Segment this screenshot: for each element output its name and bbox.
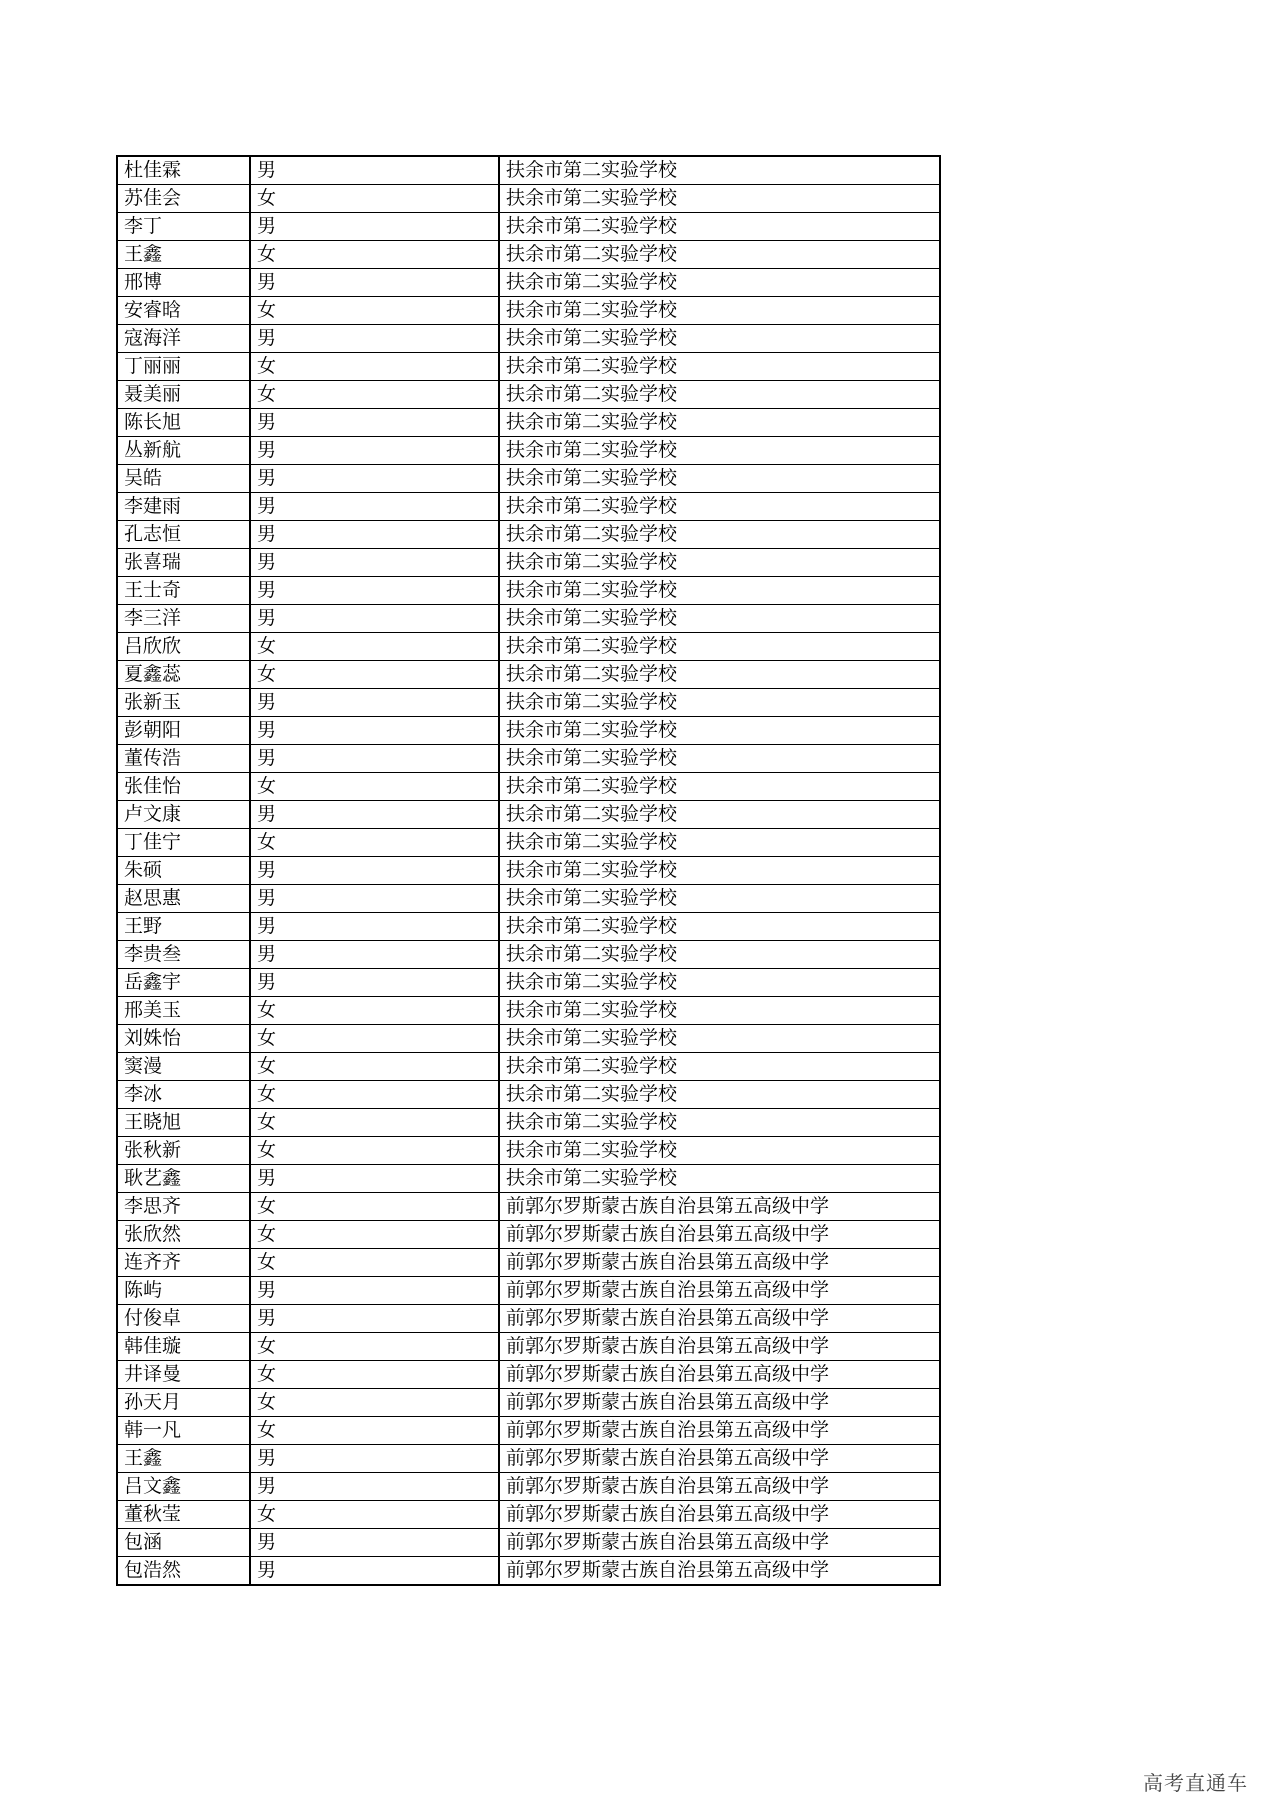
gender-cell: 男 bbox=[250, 913, 499, 941]
name-cell: 李建雨 bbox=[117, 493, 250, 521]
name-cell: 耿艺鑫 bbox=[117, 1165, 250, 1193]
school-cell: 扶余市第二实验学校 bbox=[499, 969, 940, 997]
school-cell: 扶余市第二实验学校 bbox=[499, 801, 940, 829]
school-cell: 扶余市第二实验学校 bbox=[499, 156, 940, 185]
school-cell: 扶余市第二实验学校 bbox=[499, 941, 940, 969]
name-cell: 吴皓 bbox=[117, 465, 250, 493]
school-cell: 前郭尔罗斯蒙古族自治县第五高级中学 bbox=[499, 1249, 940, 1277]
school-cell: 扶余市第二实验学校 bbox=[499, 297, 940, 325]
school-cell: 扶余市第二实验学校 bbox=[499, 717, 940, 745]
school-cell: 扶余市第二实验学校 bbox=[499, 1053, 940, 1081]
school-cell: 前郭尔罗斯蒙古族自治县第五高级中学 bbox=[499, 1417, 940, 1445]
table-row bbox=[117, 1165, 940, 1193]
table-row bbox=[117, 661, 940, 689]
table-row bbox=[117, 969, 940, 997]
school-cell: 扶余市第二实验学校 bbox=[499, 913, 940, 941]
gender-cell: 男 bbox=[250, 1165, 499, 1193]
table-row bbox=[117, 1333, 940, 1361]
table-row bbox=[117, 1529, 940, 1557]
gender-cell: 女 bbox=[250, 829, 499, 857]
table-row bbox=[117, 857, 940, 885]
gender-cell: 女 bbox=[250, 1081, 499, 1109]
table-row bbox=[117, 1109, 940, 1137]
school-cell: 扶余市第二实验学校 bbox=[499, 521, 940, 549]
school-cell: 扶余市第二实验学校 bbox=[499, 885, 940, 913]
table-row bbox=[117, 1249, 940, 1277]
gender-cell: 男 bbox=[250, 1277, 499, 1305]
gender-cell: 男 bbox=[250, 409, 499, 437]
school-cell: 前郭尔罗斯蒙古族自治县第五高级中学 bbox=[499, 1361, 940, 1389]
school-cell: 扶余市第二实验学校 bbox=[499, 269, 940, 297]
table-row bbox=[117, 913, 940, 941]
table-row bbox=[117, 1361, 940, 1389]
name-cell: 李三洋 bbox=[117, 605, 250, 633]
gender-cell: 男 bbox=[250, 437, 499, 465]
table-row bbox=[117, 941, 940, 969]
gender-cell: 男 bbox=[250, 941, 499, 969]
gender-cell: 女 bbox=[250, 1333, 499, 1361]
gender-cell: 男 bbox=[250, 1557, 499, 1586]
name-cell: 丛新航 bbox=[117, 437, 250, 465]
table-row bbox=[117, 1305, 940, 1333]
gender-cell: 女 bbox=[250, 1417, 499, 1445]
gender-cell: 男 bbox=[250, 717, 499, 745]
gender-cell: 男 bbox=[250, 213, 499, 241]
gender-cell: 男 bbox=[250, 577, 499, 605]
gender-cell: 女 bbox=[250, 1109, 499, 1137]
name-cell: 董传浩 bbox=[117, 745, 250, 773]
name-cell: 张佳怡 bbox=[117, 773, 250, 801]
name-cell: 彭朝阳 bbox=[117, 717, 250, 745]
name-cell: 韩佳璇 bbox=[117, 1333, 250, 1361]
gender-cell: 男 bbox=[250, 1305, 499, 1333]
school-cell: 扶余市第二实验学校 bbox=[499, 1165, 940, 1193]
table-row bbox=[117, 1557, 940, 1586]
school-cell: 扶余市第二实验学校 bbox=[499, 1109, 940, 1137]
table-row bbox=[117, 605, 940, 633]
school-cell: 扶余市第二实验学校 bbox=[499, 857, 940, 885]
school-cell: 前郭尔罗斯蒙古族自治县第五高级中学 bbox=[499, 1501, 940, 1529]
school-cell: 前郭尔罗斯蒙古族自治县第五高级中学 bbox=[499, 1277, 940, 1305]
school-cell: 扶余市第二实验学校 bbox=[499, 577, 940, 605]
name-cell: 邢美玉 bbox=[117, 997, 250, 1025]
school-cell: 扶余市第二实验学校 bbox=[499, 1081, 940, 1109]
school-cell: 前郭尔罗斯蒙古族自治县第五高级中学 bbox=[499, 1445, 940, 1473]
school-cell: 前郭尔罗斯蒙古族自治县第五高级中学 bbox=[499, 1221, 940, 1249]
name-cell: 杜佳霖 bbox=[117, 156, 250, 185]
name-cell: 张新玉 bbox=[117, 689, 250, 717]
name-cell: 聂美丽 bbox=[117, 381, 250, 409]
school-cell: 扶余市第二实验学校 bbox=[499, 493, 940, 521]
school-cell: 扶余市第二实验学校 bbox=[499, 325, 940, 353]
table-row bbox=[117, 997, 940, 1025]
table-row bbox=[117, 1501, 940, 1529]
table-row bbox=[117, 241, 940, 269]
name-cell: 张喜瑞 bbox=[117, 549, 250, 577]
gender-cell: 女 bbox=[250, 297, 499, 325]
name-cell: 窦漫 bbox=[117, 1053, 250, 1081]
name-cell: 丁佳宁 bbox=[117, 829, 250, 857]
gender-cell: 女 bbox=[250, 241, 499, 269]
table-row bbox=[117, 577, 940, 605]
gender-cell: 女 bbox=[250, 1025, 499, 1053]
name-cell: 朱硕 bbox=[117, 857, 250, 885]
school-cell: 扶余市第二实验学校 bbox=[499, 829, 940, 857]
table-row bbox=[117, 829, 940, 857]
name-cell: 陈长旭 bbox=[117, 409, 250, 437]
name-cell: 丁丽丽 bbox=[117, 353, 250, 381]
name-cell: 张欣然 bbox=[117, 1221, 250, 1249]
student-list-table bbox=[116, 155, 941, 1586]
school-cell: 前郭尔罗斯蒙古族自治县第五高级中学 bbox=[499, 1529, 940, 1557]
gender-cell: 男 bbox=[250, 745, 499, 773]
name-cell: 寇海洋 bbox=[117, 325, 250, 353]
gender-cell: 男 bbox=[250, 325, 499, 353]
school-cell: 前郭尔罗斯蒙古族自治县第五高级中学 bbox=[499, 1557, 940, 1586]
table-row bbox=[117, 493, 940, 521]
school-cell: 扶余市第二实验学校 bbox=[499, 1137, 940, 1165]
name-cell: 岳鑫宇 bbox=[117, 969, 250, 997]
name-cell: 王鑫 bbox=[117, 241, 250, 269]
gender-cell: 女 bbox=[250, 381, 499, 409]
name-cell: 刘姝怡 bbox=[117, 1025, 250, 1053]
table-row bbox=[117, 437, 940, 465]
name-cell: 邢博 bbox=[117, 269, 250, 297]
watermark-text: 高考直通车 bbox=[1143, 1771, 1248, 1795]
name-cell: 连齐齐 bbox=[117, 1249, 250, 1277]
gender-cell: 女 bbox=[250, 1053, 499, 1081]
name-cell: 王野 bbox=[117, 913, 250, 941]
table-row bbox=[117, 156, 940, 185]
gender-cell: 男 bbox=[250, 605, 499, 633]
table-row bbox=[117, 1445, 940, 1473]
school-cell: 扶余市第二实验学校 bbox=[499, 605, 940, 633]
name-cell: 李冰 bbox=[117, 1081, 250, 1109]
table-row bbox=[117, 269, 940, 297]
name-cell: 孙天月 bbox=[117, 1389, 250, 1417]
school-cell: 扶余市第二实验学校 bbox=[499, 437, 940, 465]
name-cell: 王鑫 bbox=[117, 1445, 250, 1473]
gender-cell: 女 bbox=[250, 997, 499, 1025]
name-cell: 孔志恒 bbox=[117, 521, 250, 549]
name-cell: 张秋新 bbox=[117, 1137, 250, 1165]
school-cell: 扶余市第二实验学校 bbox=[499, 213, 940, 241]
school-cell: 扶余市第二实验学校 bbox=[499, 549, 940, 577]
table-row bbox=[117, 1025, 940, 1053]
gender-cell: 女 bbox=[250, 185, 499, 213]
gender-cell: 男 bbox=[250, 1445, 499, 1473]
name-cell: 包涵 bbox=[117, 1529, 250, 1557]
table-row bbox=[117, 745, 940, 773]
gender-cell: 女 bbox=[250, 773, 499, 801]
name-cell: 李贵叁 bbox=[117, 941, 250, 969]
name-cell: 卢文康 bbox=[117, 801, 250, 829]
name-cell: 夏鑫蕊 bbox=[117, 661, 250, 689]
name-cell: 董秋莹 bbox=[117, 1501, 250, 1529]
school-cell: 扶余市第二实验学校 bbox=[499, 745, 940, 773]
gender-cell: 男 bbox=[250, 801, 499, 829]
gender-cell: 女 bbox=[250, 633, 499, 661]
gender-cell: 女 bbox=[250, 1137, 499, 1165]
gender-cell: 女 bbox=[250, 1361, 499, 1389]
school-cell: 扶余市第二实验学校 bbox=[499, 997, 940, 1025]
school-cell: 扶余市第二实验学校 bbox=[499, 773, 940, 801]
name-cell: 安睿晗 bbox=[117, 297, 250, 325]
name-cell: 吕欣欣 bbox=[117, 633, 250, 661]
school-cell: 扶余市第二实验学校 bbox=[499, 689, 940, 717]
gender-cell: 男 bbox=[250, 969, 499, 997]
name-cell: 李思齐 bbox=[117, 1193, 250, 1221]
table-row bbox=[117, 409, 940, 437]
table-row bbox=[117, 633, 940, 661]
name-cell: 苏佳会 bbox=[117, 185, 250, 213]
table-body bbox=[117, 156, 940, 1585]
table-row bbox=[117, 801, 940, 829]
gender-cell: 女 bbox=[250, 1501, 499, 1529]
table-row bbox=[117, 521, 940, 549]
gender-cell: 男 bbox=[250, 857, 499, 885]
table-row bbox=[117, 325, 940, 353]
school-cell: 扶余市第二实验学校 bbox=[499, 1025, 940, 1053]
table-row bbox=[117, 1389, 940, 1417]
gender-cell: 女 bbox=[250, 1389, 499, 1417]
school-cell: 扶余市第二实验学校 bbox=[499, 465, 940, 493]
table-row bbox=[117, 353, 940, 381]
table-row bbox=[117, 689, 940, 717]
table-row bbox=[117, 1053, 940, 1081]
gender-cell: 男 bbox=[250, 885, 499, 913]
table-row bbox=[117, 1081, 940, 1109]
gender-cell: 男 bbox=[250, 493, 499, 521]
gender-cell: 男 bbox=[250, 689, 499, 717]
table-row bbox=[117, 1137, 940, 1165]
table-row bbox=[117, 717, 940, 745]
name-cell: 王晓旭 bbox=[117, 1109, 250, 1137]
gender-cell: 男 bbox=[250, 549, 499, 577]
school-cell: 前郭尔罗斯蒙古族自治县第五高级中学 bbox=[499, 1333, 940, 1361]
school-cell: 扶余市第二实验学校 bbox=[499, 381, 940, 409]
school-cell: 扶余市第二实验学校 bbox=[499, 353, 940, 381]
gender-cell: 女 bbox=[250, 353, 499, 381]
name-cell: 陈屿 bbox=[117, 1277, 250, 1305]
gender-cell: 男 bbox=[250, 269, 499, 297]
school-cell: 扶余市第二实验学校 bbox=[499, 241, 940, 269]
table-row bbox=[117, 1473, 940, 1501]
name-cell: 付俊卓 bbox=[117, 1305, 250, 1333]
name-cell: 王士奇 bbox=[117, 577, 250, 605]
gender-cell: 男 bbox=[250, 465, 499, 493]
gender-cell: 女 bbox=[250, 1193, 499, 1221]
name-cell: 李丁 bbox=[117, 213, 250, 241]
gender-cell: 男 bbox=[250, 1529, 499, 1557]
gender-cell: 男 bbox=[250, 1473, 499, 1501]
table-row bbox=[117, 773, 940, 801]
gender-cell: 女 bbox=[250, 1249, 499, 1277]
name-cell: 包浩然 bbox=[117, 1557, 250, 1586]
school-cell: 扶余市第二实验学校 bbox=[499, 633, 940, 661]
gender-cell: 男 bbox=[250, 156, 499, 185]
gender-cell: 女 bbox=[250, 661, 499, 689]
school-cell: 扶余市第二实验学校 bbox=[499, 185, 940, 213]
name-cell: 韩一凡 bbox=[117, 1417, 250, 1445]
school-cell: 扶余市第二实验学校 bbox=[499, 661, 940, 689]
table-row bbox=[117, 1417, 940, 1445]
school-cell: 扶余市第二实验学校 bbox=[499, 409, 940, 437]
school-cell: 前郭尔罗斯蒙古族自治县第五高级中学 bbox=[499, 1305, 940, 1333]
table-row bbox=[117, 381, 940, 409]
table-row bbox=[117, 465, 940, 493]
table-row bbox=[117, 549, 940, 577]
school-cell: 前郭尔罗斯蒙古族自治县第五高级中学 bbox=[499, 1389, 940, 1417]
table-row bbox=[117, 885, 940, 913]
school-cell: 前郭尔罗斯蒙古族自治县第五高级中学 bbox=[499, 1473, 940, 1501]
school-cell: 前郭尔罗斯蒙古族自治县第五高级中学 bbox=[499, 1193, 940, 1221]
table-row bbox=[117, 1277, 940, 1305]
name-cell: 吕文鑫 bbox=[117, 1473, 250, 1501]
name-cell: 赵思惠 bbox=[117, 885, 250, 913]
table-row bbox=[117, 1221, 940, 1249]
table-row bbox=[117, 1193, 940, 1221]
table-row bbox=[117, 213, 940, 241]
table-row bbox=[117, 185, 940, 213]
gender-cell: 男 bbox=[250, 521, 499, 549]
gender-cell: 女 bbox=[250, 1221, 499, 1249]
table-row bbox=[117, 297, 940, 325]
name-cell: 井译曼 bbox=[117, 1361, 250, 1389]
